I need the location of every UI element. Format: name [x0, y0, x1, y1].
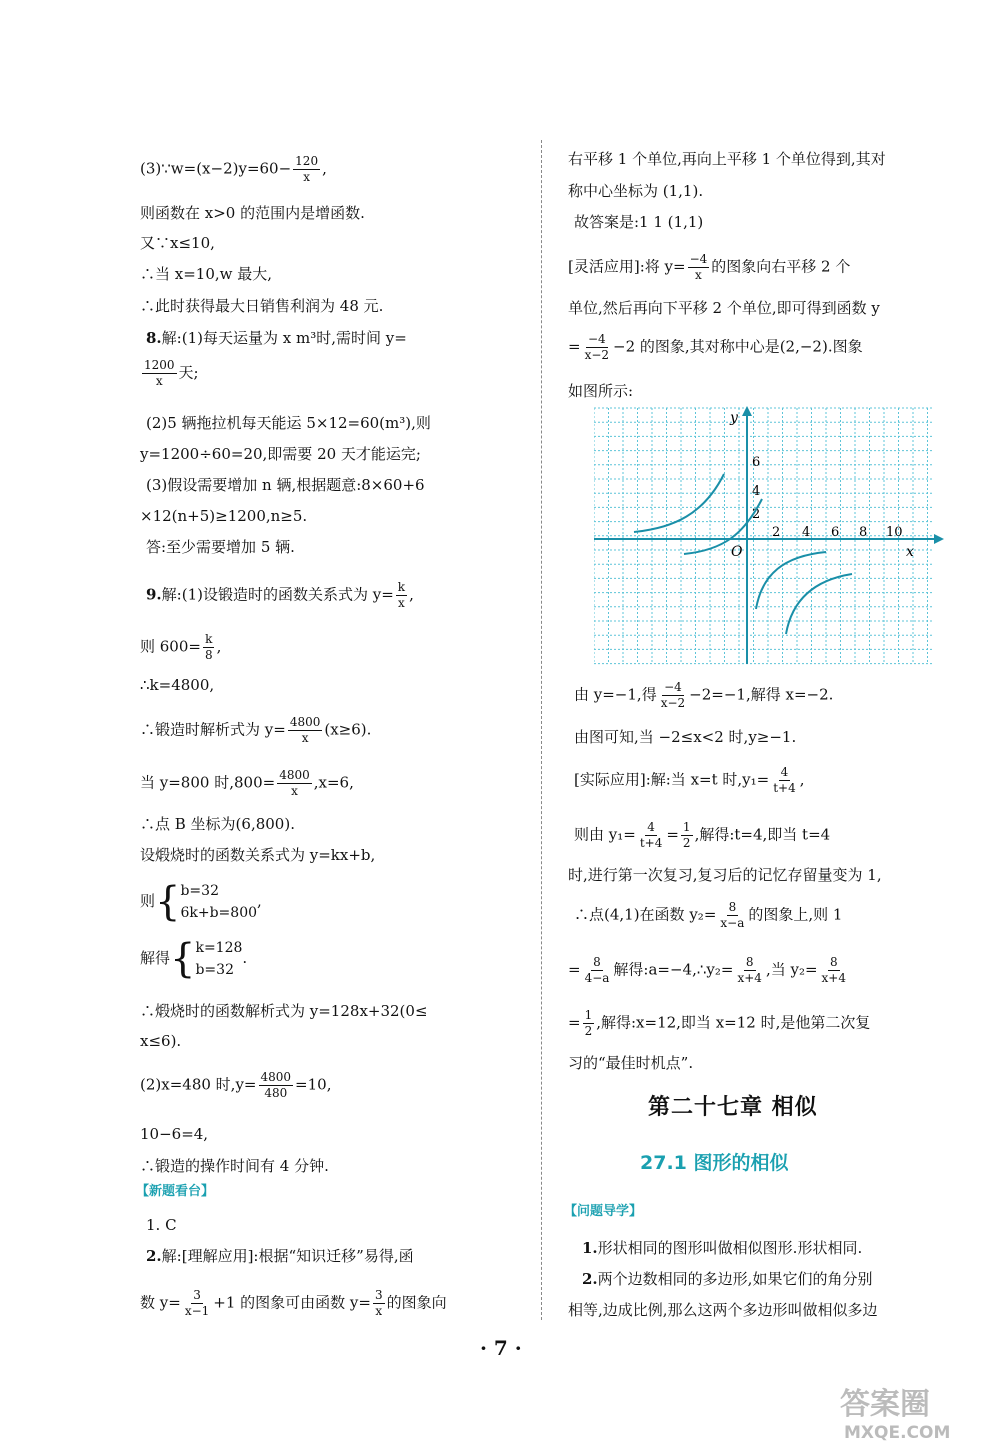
fraction: $\frac{-4}{x}$ — [689, 252, 708, 282]
q8-line: y=1200÷60=20,即需要 20 天才能运完; — [140, 445, 421, 463]
right-line: 2.两个边数相同的多边形,如果它们的角分别 — [582, 1270, 873, 1288]
q9-line: ∴煅烧时的函数解析式为 y=128x+32(0≤ — [140, 1002, 428, 1020]
fraction: $\frac{8}{x+4}$ — [737, 955, 762, 985]
right-line: 由图可知,当 −2≤x<2 时,y≥−1. — [574, 728, 797, 746]
right-line: [实际应用]:解:当 x=t 时,y₁= $\frac{4}{t+4}$ , — [574, 765, 805, 795]
fraction: $\frac{1}{2}$ — [584, 1008, 593, 1038]
section-tag-new-questions: 【新题看台】 — [136, 1184, 215, 1199]
right-line: 习的“最佳时机点”. — [568, 1054, 694, 1072]
right-line: 则由 y₁= $\frac{4}{t+4}$ = $\frac{1}{2}$ ,解得:t=4,即当 t=4 — [574, 820, 831, 850]
column-divider — [541, 140, 542, 1320]
fraction: $\frac{8}{x+4}$ — [821, 955, 846, 985]
right-line: 如图所示: — [568, 382, 634, 400]
fraction: $\frac{1200}{x}$ — [144, 358, 175, 388]
q9-system: 则{ b=32 6k+b=800 , — [140, 879, 262, 925]
fraction: $\frac{4}{t+4}$ — [773, 765, 796, 795]
fraction: $\frac{-4}{x-2}$ — [660, 680, 686, 710]
watermark-text: 答案圈 — [840, 1387, 930, 1422]
answer-line: 1. C — [146, 1216, 177, 1234]
right-line: = $\frac{1}{2}$ ,解得:x=12,即当 x=12 时,是他第二次复 — [568, 1008, 871, 1038]
q8-line: $\frac{1200}{x}$ 天; — [144, 358, 199, 388]
left-line: 则函数在 x>0 的范围内是增函数. — [140, 204, 365, 222]
q9-line: 当 y=800 时,800= $\frac{4800}{x}$ ,x=6, — [140, 768, 354, 798]
left-line: 又∵x≤10, — [140, 234, 215, 252]
q9-line: ∴点 B 坐标为(6,800). — [140, 815, 295, 833]
x-tick-4: 4 — [802, 525, 811, 540]
y-axis — [742, 406, 752, 664]
left-line: (3)∵w=(x−2)y=60− $\frac{120}{x}$ , — [140, 154, 327, 184]
right-line: ∴点(4,1)在函数 y₂= $\frac{8}{x-a}$ 的图象上,则 1 — [574, 900, 843, 930]
right-line: 单位,然后再向下平移 2 个单位,即可得到函数 y — [568, 299, 880, 317]
x-tick-8: 8 — [859, 525, 868, 540]
q9-line: 10−6=4, — [140, 1125, 209, 1143]
fraction: $\frac{4800}{x}$ — [289, 715, 321, 745]
left-line: ∴此时获得最大日销售利润为 48 元. — [140, 297, 384, 315]
left-line: ∴当 x=10,w 最大, — [140, 265, 273, 283]
y-tick-6: 6 — [752, 455, 761, 470]
curve-branch-lower-b — [786, 574, 852, 634]
x-tick-2: 2 — [772, 525, 781, 540]
fraction: $\frac{3}{x-1}$ — [184, 1288, 210, 1318]
y-axis-label: y — [730, 410, 738, 426]
section-title: 27.1 图形的相似 — [640, 1152, 789, 1174]
section-tag-guided-study: 【问题导学】 — [564, 1204, 643, 1219]
q8-line: (2)5 辆拖拉机每天能运 5×12=60(m³),则 — [146, 414, 431, 432]
q8-line: 答:至少需要增加 5 辆. — [146, 538, 295, 556]
x-axis-label: x — [906, 544, 914, 560]
right-line: 称中心坐标为 (1,1). — [568, 182, 704, 200]
q8-line: 8.解:(1)每天运量为 x m³时,需时间 y= — [146, 329, 407, 347]
fraction: $\frac{8}{x-a}$ — [720, 900, 745, 930]
q9-line: 9.解:(1)设锻造时的函数关系式为 y= $\frac{k}{x}$ , — [146, 580, 414, 610]
right-line: 故答案是:1 1 (1,1) — [574, 213, 704, 231]
curve-branch-lower-a — [756, 552, 826, 609]
right-line: = $\frac{-4}{x-2}$ −2 的图象,其对称中心是(2,−2).图象 — [568, 332, 863, 362]
q9-line: ∴k=4800, — [140, 676, 215, 694]
page-number: · 7 · — [480, 1336, 522, 1360]
q9-line: 设煅烧时的函数关系式为 y=kx+b, — [140, 846, 376, 864]
answer-line: 2.解:[理解应用]:根据“知识迁移”易得,函 — [146, 1247, 414, 1265]
x-tick-10: 10 — [886, 525, 903, 540]
fraction: $\frac{3}{x}$ — [374, 1288, 383, 1318]
q8-line: (3)假设需要增加 n 辆,根据题意:8×60+6 — [146, 476, 425, 494]
fraction: $\frac{4800}{480}$ — [260, 1070, 292, 1100]
hyperbola-graph — [594, 404, 944, 666]
fraction: $\frac{k}{x}$ — [397, 580, 406, 610]
watermark-logo — [836, 1380, 986, 1444]
right-line: 1.形状相同的图形叫做相似图形.形状相同. — [582, 1239, 863, 1257]
q9-line: 则 600= $\frac{k}{8}$ , — [140, 632, 222, 662]
right-line: 时,进行第一次复习,复习后的记忆存留量变为 1, — [568, 866, 882, 884]
fraction: $\frac{-4}{x-2}$ — [584, 332, 610, 362]
answer-line: 数 y= $\frac{3}{x-1}$ +1 的图象可由函数 y= $\frac{3}{x}$ 的图象向 — [140, 1288, 447, 1318]
fraction: $\frac{k}{8}$ — [204, 632, 213, 662]
q9-line: (2)x=480 时,y= $\frac{4800}{480}$ =10, — [140, 1070, 332, 1100]
q9-system: 解得{ k=128 b=32 . — [140, 936, 248, 982]
fraction: $\frac{120}{x}$ — [295, 154, 319, 184]
q8-line: ×12(n+5)≥1200,n≥5. — [140, 507, 308, 525]
x-tick-6: 6 — [831, 525, 840, 540]
fraction: $\frac{8}{4-a}$ — [584, 955, 610, 985]
q9-line: ∴锻造时解析式为 y= $\frac{4800}{x}$ (x≥6). — [140, 715, 372, 745]
q9-line: ∴锻造的操作时间有 4 分钟. — [140, 1157, 329, 1175]
y-tick-4: 4 — [752, 484, 761, 499]
curve-branch-upper-a — [634, 474, 724, 532]
right-line: = $\frac{8}{4-a}$ 解得:a=−4,∴y₂= $\frac{8}{x+4}$ ,当 y₂= $\frac{8}{x+4}$ — [568, 955, 846, 985]
graph-grid — [594, 408, 934, 664]
right-line: 相等,边成比例,那么这两个多边形叫做相似多边 — [568, 1301, 878, 1319]
y-tick-2: 2 — [752, 507, 761, 522]
fraction: $\frac{4800}{x}$ — [279, 768, 310, 798]
watermark-url: MXQE.COM — [844, 1423, 951, 1443]
origin-label: O — [731, 544, 743, 560]
right-line: 右平移 1 个单位,再向上平移 1 个单位得到,其对 — [568, 150, 886, 168]
q9-line: x≤6). — [140, 1032, 182, 1050]
fraction: $\frac{1}{2}$ — [682, 820, 691, 850]
fraction: $\frac{4}{t+4}$ — [639, 820, 663, 850]
right-line: [灵活应用]:将 y= $\frac{-4}{x}$ 的图象向右平移 2 个 — [568, 252, 851, 282]
chapter-title: 第二十七章 相似 — [648, 1095, 818, 1120]
right-line: 由 y=−1,得 $\frac{-4}{x-2}$ −2=−1,解得 x=−2. — [574, 680, 834, 710]
